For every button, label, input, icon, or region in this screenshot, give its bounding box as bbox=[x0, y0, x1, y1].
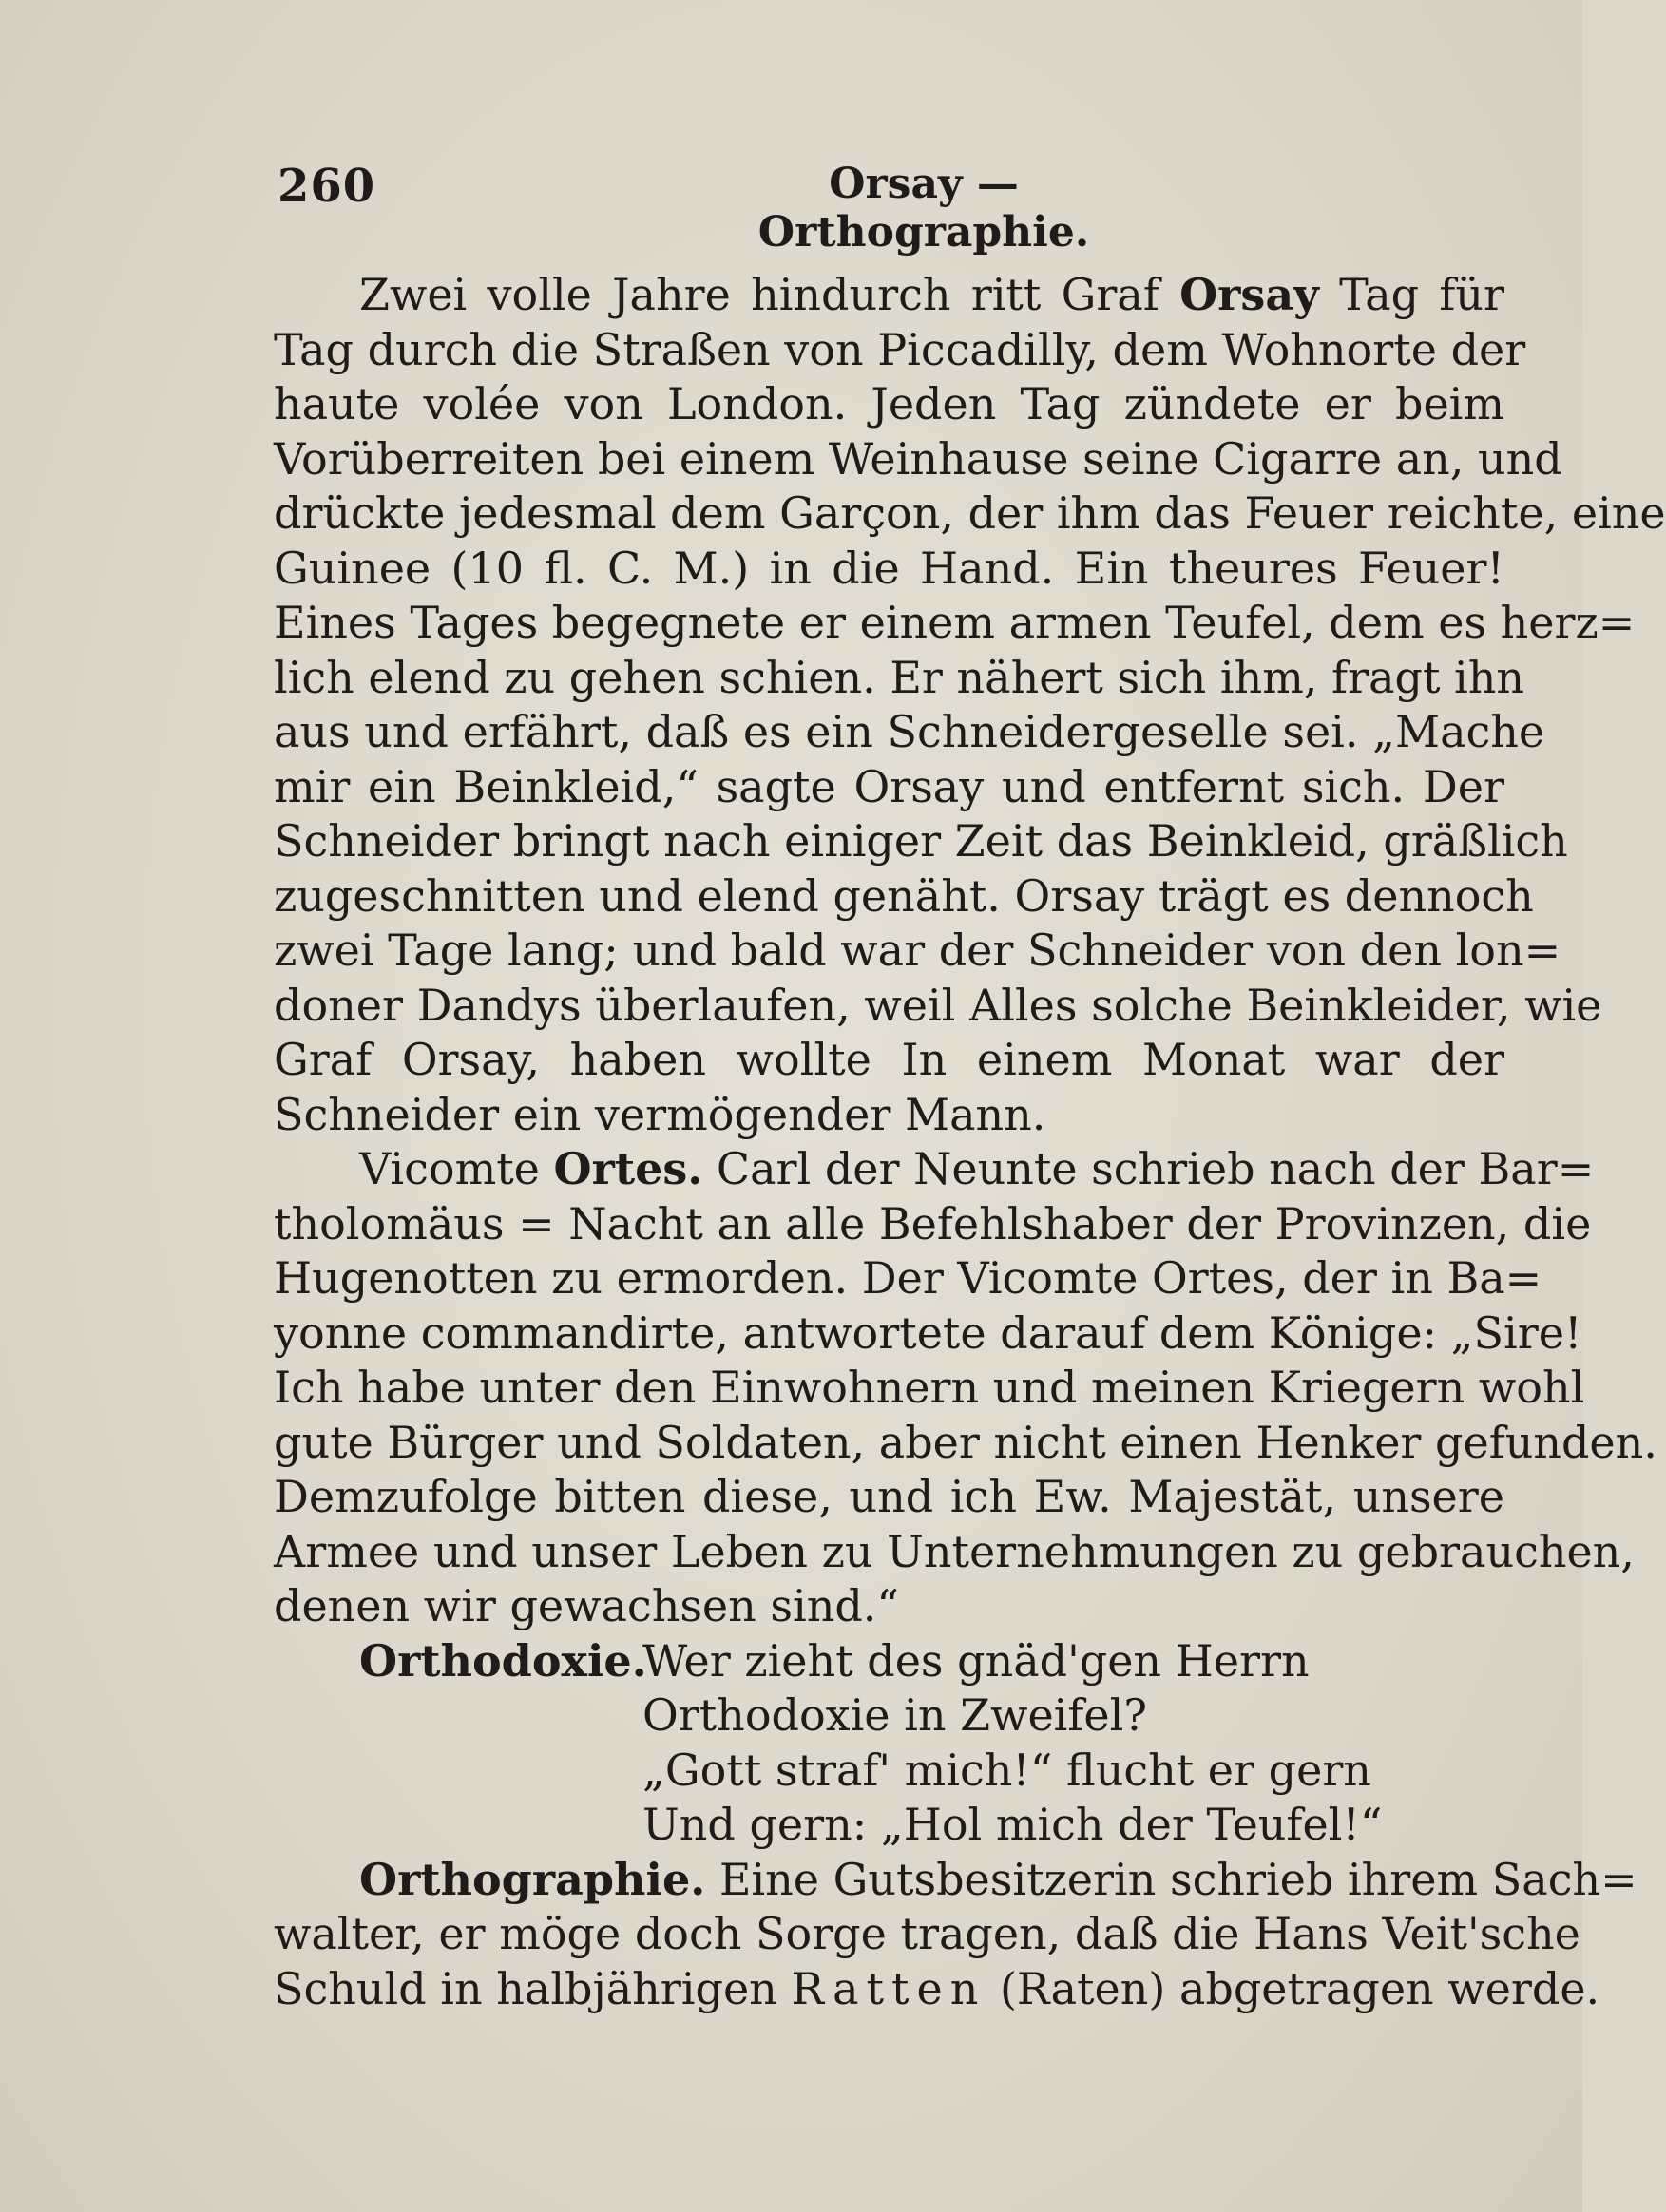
text-line: Eines Tages begegnete er einem armen Teufel, dem es herz= bbox=[274, 597, 1636, 648]
page-number: 260 bbox=[278, 160, 376, 213]
text-line: Graf Orsay, haben wollte In einem Monat war der bbox=[274, 1034, 1504, 1085]
text-line: Hugenotten zu ermorden. Der Vicomte Ortes, der in Ba= bbox=[274, 1252, 1542, 1304]
text-line: yonne commandirte, antwortete darauf dem Könige: „Sire! bbox=[274, 1306, 1582, 1359]
verse-line: Wer zieht des gnäd'gen Herrn bbox=[642, 1634, 1310, 1687]
verse-line: „Gott straf' mich!“ flucht er gern bbox=[642, 1744, 1371, 1796]
text-line: haute volée von London. Jeden Tag zündete er beim bbox=[274, 378, 1504, 429]
entry-ortes bbox=[274, 1142, 1657, 1634]
verse-line: Und gern: „Hol mich der Teufel!“ bbox=[642, 1799, 1383, 1850]
text-line: Orthographie. Eine Gutsbesitzerin schrieb ihrem Sach= bbox=[359, 1853, 1637, 1905]
text-line: Schneider ein vermögender Mann. bbox=[274, 1088, 1046, 1140]
text-line: lich elend zu gehen schien. Er nähert sich ihm, fragt ihn bbox=[274, 651, 1525, 703]
body-text bbox=[274, 268, 1666, 2016]
text-line: Schuld in halbjährigen Ratten (Raten) abgetragen werde. bbox=[274, 1962, 1600, 2014]
text-line: aus und erfährt, daß es ein Schneidergeselle sei. „Mache bbox=[274, 706, 1545, 757]
page-header bbox=[278, 160, 1503, 257]
text-line: drückte jedesmal dem Garçon, der ihm das Feuer reichte, eine bbox=[274, 487, 1666, 539]
entry-orthographie bbox=[274, 1853, 1637, 2017]
poem-verse bbox=[642, 1634, 1460, 1853]
text-line: tholomäus = Nacht an alle Befehlshaber der Provinzen, die bbox=[274, 1197, 1592, 1249]
text-line: Vicomte Ortes. Carl der Neunte schrieb nach der Bar= bbox=[359, 1143, 1595, 1194]
text-line: zwei Tage lang; und bald war der Schneider von den lon= bbox=[274, 925, 1561, 976]
text-line: Schneider bringt nach einiger Zeit das Beinkleid, gräßlich bbox=[274, 815, 1568, 867]
entry-orsay bbox=[274, 268, 1666, 1142]
text-line: doner Dandys überlaufen, weil Alles solche Beinkleider, wie bbox=[274, 979, 1602, 1031]
text-line: Zwei volle Jahre hindurch ritt Graf Orsay Tag für bbox=[359, 269, 1504, 320]
verse-line: Orthodoxie in Zweifel? bbox=[642, 1689, 1147, 1741]
entry-headword: Orthodoxie. bbox=[359, 1634, 647, 1687]
spaced-word: Ratten bbox=[791, 1962, 986, 2014]
text-line: denen wir gewachsen sind.“ bbox=[274, 1580, 899, 1631]
text-line: Guinee (10 fl. C. M.) in die Hand. Ein theures Feuer! bbox=[274, 542, 1504, 594]
text-line: Armee und unser Leben zu Unternehmungen zu gebrauchen, bbox=[274, 1525, 1635, 1577]
entry-orthodoxie-poem bbox=[274, 1634, 1504, 1853]
entry-headword: Orthographie. bbox=[359, 1853, 706, 1905]
text-line: Vorüberreiten bei einem Weinhause seine Cigarre an, und bbox=[274, 432, 1562, 485]
text-line: Tag durch die Straßen von Piccadilly, dem Wohnorte der bbox=[274, 323, 1526, 375]
entry-headword: Ortes. bbox=[553, 1143, 703, 1194]
text-line: Ich habe unter den Einwohnern und meinen Kriegern wohl bbox=[274, 1362, 1585, 1413]
text-line: mir ein Beinkleid,“ sagte Orsay und entfernt sich. Der bbox=[274, 760, 1504, 812]
entry-headword: Orsay bbox=[1179, 269, 1319, 320]
text-line: zugeschnitten und elend genäht. Orsay trägt es dennoch bbox=[274, 869, 1534, 922]
text-line: gute Bürger und Soldaten, aber nicht einen Henker gefunden. bbox=[274, 1416, 1657, 1468]
text-line: Demzufolge bitten diese, und ich Ew. Majestät, unsere bbox=[274, 1471, 1504, 1522]
running-head: Orsay — Orthographie. bbox=[757, 160, 1090, 257]
text-line: walter, er möge doch Sorge tragen, daß die Hans Veit'sche bbox=[274, 1908, 1580, 1959]
